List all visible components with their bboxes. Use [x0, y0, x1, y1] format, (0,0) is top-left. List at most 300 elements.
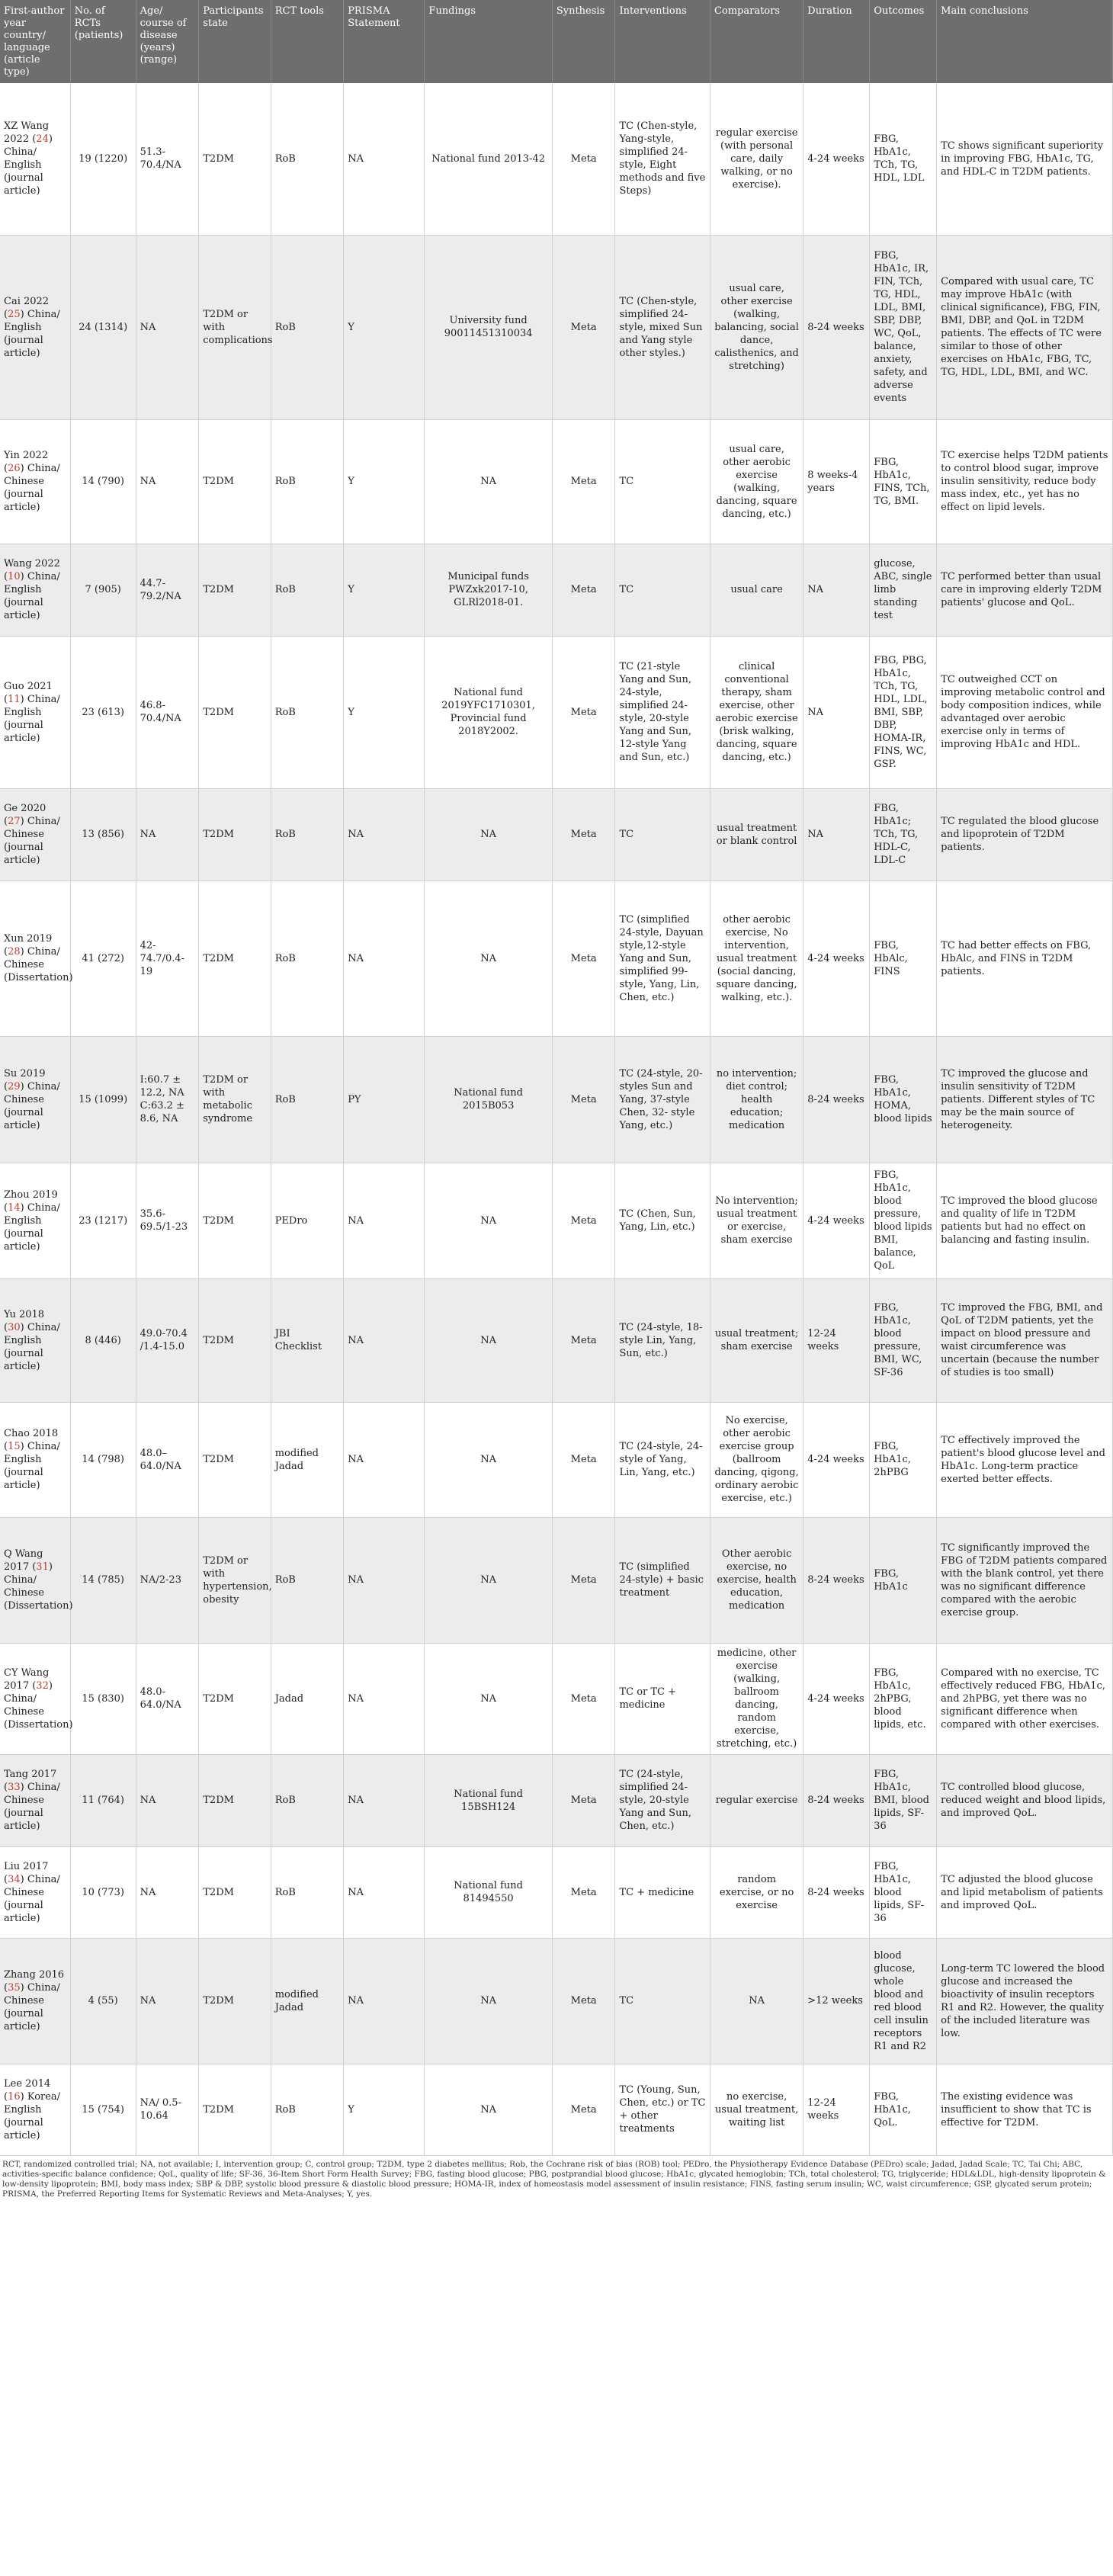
age-cell: NA [136, 419, 199, 544]
participants-cell: T2DM [199, 1643, 271, 1754]
author-text: Q Wang 2017 ( [4, 1548, 43, 1573]
duration-cell: 12-24 weeks [803, 1278, 870, 1402]
prisma-cell: Y [344, 636, 425, 788]
column-header: PRISMA Statement [344, 0, 425, 83]
prisma-cell: NA [344, 1754, 425, 1846]
age-cell: NA [136, 788, 199, 881]
table-row [0, 788, 1113, 881]
rcts-cell: 7 (905) [70, 544, 136, 636]
rct-tool-cell: RoB [271, 881, 344, 1036]
table-row [0, 1938, 1113, 2064]
synthesis-cell: Meta [552, 235, 615, 419]
column-header: Synthesis [552, 0, 615, 83]
author-cell [0, 544, 70, 636]
outcomes-cell: FBG, HbA1c, TCh, TG, HDL, LDL [870, 83, 937, 235]
rct-tool-cell: RoB [271, 235, 344, 419]
rct-tool-cell: RoB [271, 419, 344, 544]
synthesis-cell: Meta [552, 1036, 615, 1163]
rct-tool-cell: RoB [271, 1036, 344, 1163]
participants-cell: T2DM [199, 1278, 271, 1402]
funding-cell: NA [425, 2064, 552, 2155]
author-text: XZ Wang 2022 ( [4, 120, 50, 146]
table-row [0, 1402, 1113, 1517]
synthesis-cell: Meta [552, 1163, 615, 1278]
comparators-cell: clinical conventional therapy, sham exercise, other aerobic exercise (brisk walking, dancing, square dancing, etc.) [710, 636, 803, 788]
prisma-cell: Y [344, 235, 425, 419]
author-details: ) China/ English (journal article) [4, 133, 53, 197]
comparators-cell: usual care, other exercise (walking, balancing, social dance, calisthenics, and stretching) [710, 235, 803, 419]
rct-tool-cell: RoB [271, 2064, 344, 2155]
reference-link[interactable]: 35 [8, 1982, 21, 1994]
age-cell: NA [136, 1754, 199, 1846]
age-cell: NA [136, 1938, 199, 2064]
author-details: ) China/ English (journal article) [4, 1321, 60, 1372]
funding-cell: NA [425, 1163, 552, 1278]
author-text: Guo 2021 ( [4, 680, 53, 705]
comparators-cell: usual treatment or blank control [710, 788, 803, 881]
reference-link[interactable]: 28 [8, 946, 21, 958]
table-row [0, 1036, 1113, 1163]
rcts-cell: 15 (1099) [70, 1036, 136, 1163]
synthesis-cell: Meta [552, 1938, 615, 2064]
funding-cell: National fund 81494550 [425, 1846, 552, 1938]
prisma-cell: NA [344, 83, 425, 235]
prisma-cell: NA [344, 1278, 425, 1402]
funding-cell: NA [425, 881, 552, 1036]
author-details: ) China/ Chinese (Dissertation) [4, 1561, 73, 1612]
rct-tool-cell: modified Jadad [271, 1402, 344, 1517]
author-text: Xun 2019 ( [4, 933, 53, 958]
author-details: ) China/ Chinese (journal article) [4, 816, 60, 866]
prisma-cell: NA [344, 1163, 425, 1278]
rcts-cell: 14 (790) [70, 419, 136, 544]
author-cell [0, 235, 70, 419]
table-row [0, 83, 1113, 235]
author-cell [0, 1517, 73, 1643]
age-cell: NA/2-23 [136, 1517, 199, 1643]
author-cell [0, 881, 73, 1036]
interventions-cell: TC (simplified 24-style, Dayuan style,12-style Yang and Sun, simplified 99-style, Yang, Lin, Chen, etc.) [615, 881, 710, 1036]
author-text: CY Wang 2017 ( [4, 1667, 50, 1692]
rcts-cell: 14 (798) [70, 1402, 136, 1517]
participants-cell: T2DM [199, 788, 271, 881]
comparators-cell: other aerobic exercise, No intervention, usual treatment (social dancing, square dancing, walking, etc.). [710, 881, 803, 1036]
participants-cell: T2DM [199, 2064, 271, 2155]
conclusion-cell: The existing evidence was insufficient to show that TC is effective for T2DM. [937, 2064, 1113, 2155]
author-text: Zhang 2016 ( [4, 1969, 65, 1994]
outcomes-cell: glucose, ABC, single limb standing test [870, 544, 937, 636]
comparators-cell: usual care [710, 544, 803, 636]
funding-cell: National fund 15BSH124 [425, 1754, 552, 1846]
author-details: ) China/ English (journal article) [4, 571, 60, 621]
duration-cell: 4-24 weeks [803, 1643, 870, 1754]
comparators-cell: no exercise, usual treatment, waiting list [710, 2064, 803, 2155]
funding-cell: Municipal funds PWZxk2017-10, GLRl2018-01. [425, 544, 552, 636]
duration-cell: 12-24 weeks [803, 2064, 870, 2155]
rct-tool-cell: modified Jadad [271, 1938, 344, 2064]
reference-link[interactable]: 31 [36, 1561, 49, 1573]
synthesis-cell: Meta [552, 544, 615, 636]
table-row [0, 636, 1113, 788]
age-cell: 46.8-70.4/NA [136, 636, 199, 788]
outcomes-cell: FBG, HbA1c, 2hPBG, blood lipids, etc. [870, 1643, 937, 1754]
author-text: Cai 2022 ( [4, 295, 50, 320]
table-row [0, 881, 1113, 1036]
outcomes-cell: FBG, HbA1c, 2hPBG [870, 1402, 937, 1517]
author-cell [0, 1938, 70, 2064]
funding-cell: NA [425, 1278, 552, 1402]
duration-cell: 8-24 weeks [803, 235, 870, 419]
author-text: Tang 2017 ( [4, 1769, 57, 1793]
author-text: Yu 2018 ( [4, 1308, 45, 1333]
author-details: ) China/ Chinese (journal article) [4, 1080, 60, 1131]
conclusion-cell: TC effectively improved the patient's blood glucose level and HbA1c. Long-term practice exerted better effects. [937, 1402, 1113, 1517]
duration-cell: 4-24 weeks [803, 83, 870, 235]
comparators-cell: regular exercise (with personal care, daily walking, or no exercise). [710, 83, 803, 235]
reference-link[interactable]: 16 [8, 2090, 21, 2103]
author-details: ) China/ Chinese (journal article) [4, 1782, 60, 1832]
author-cell [0, 1036, 70, 1163]
table-row [0, 1517, 1113, 1643]
rct-tool-cell: RoB [271, 1517, 344, 1643]
duration-cell: 8-24 weeks [803, 1846, 870, 1938]
table-row [0, 1643, 1113, 1754]
participants-cell: T2DM [199, 1938, 271, 2064]
rcts-cell: 8 (446) [70, 1278, 136, 1402]
synthesis-cell: Meta [552, 788, 615, 881]
interventions-cell: TC (24-style, simplified 24-style, 20-style Yang and Sun, Chen, etc.) [615, 1754, 710, 1846]
prisma-cell: NA [344, 881, 425, 1036]
author-text: Liu 2017 ( [4, 1860, 49, 1885]
comparators-cell: random exercise, or no exercise [710, 1846, 803, 1938]
duration-cell: 8-24 weeks [803, 1754, 870, 1846]
synthesis-cell: Meta [552, 1278, 615, 1402]
synthesis-cell: Meta [552, 1517, 615, 1643]
funding-cell: NA [425, 1402, 552, 1517]
interventions-cell: TC (24-style, 24-style of Yang, Lin, Yang, etc.) [615, 1402, 710, 1517]
rcts-cell: 15 (754) [70, 2064, 136, 2155]
rct-tool-cell: Jadad [271, 1643, 344, 1754]
interventions-cell: TC or TC + medicine [615, 1643, 710, 1754]
reference-link[interactable]: 11 [8, 693, 21, 705]
age-cell: 51.3-70.4/NA [136, 83, 199, 235]
participants-cell: T2DM [199, 636, 271, 788]
participants-cell: T2DM [199, 1163, 271, 1278]
author-text: Wang 2022 ( [4, 558, 60, 582]
synthesis-cell: Meta [552, 419, 615, 544]
funding-cell: NA [425, 1517, 552, 1643]
rct-tool-cell: RoB [271, 1846, 344, 1938]
author-cell [0, 1846, 70, 1938]
synthesis-cell: Meta [552, 636, 615, 788]
author-details: ) China/ Chinese (journal article) [4, 1982, 60, 2032]
age-cell: 42-74.7/0.4-19 [136, 881, 199, 1036]
funding-cell: National fund 2015B053 [425, 1036, 552, 1163]
table-row [0, 544, 1113, 636]
author-text: Yin 2022 ( [4, 450, 49, 474]
reference-link[interactable]: 33 [8, 1782, 21, 1793]
interventions-cell: TC [615, 1938, 710, 2064]
comparators-cell: NA [710, 1938, 803, 2064]
reference-link[interactable]: 24 [36, 133, 49, 146]
prisma-cell: NA [344, 1402, 425, 1517]
synthesis-cell: Meta [552, 1402, 615, 1517]
synthesis-cell: Meta [552, 1754, 615, 1846]
outcomes-cell: blood glucose, whole blood and red blood cell insulin receptors R1 and R2 [870, 1938, 937, 2064]
synthesis-cell: Meta [552, 1643, 615, 1754]
conclusion-cell: TC had better effects on FBG, HbAlc, and FINS in T2DM patients. [937, 881, 1113, 1036]
rcts-cell: 14 (785) [70, 1517, 136, 1643]
conclusion-cell: TC shows significant superiority in improving FBG, HbA1c, TG, and HDL-C in T2DM patients. [937, 83, 1113, 235]
reference-link[interactable]: 27 [8, 816, 21, 827]
conclusion-cell: TC improved the glucose and insulin sensitivity of T2DM patients. Different styles of TC may be the main source of heterogeneity. [937, 1036, 1113, 1163]
rct-tool-cell: RoB [271, 636, 344, 788]
synthesis-cell: Meta [552, 1846, 615, 1938]
outcomes-cell: FBG, HbA1c; TCh, TG, HDL-C, LDL-C [870, 788, 937, 881]
synthesis-cell: Meta [552, 2064, 615, 2155]
author-text: Chao 2018 ( [4, 1428, 59, 1452]
interventions-cell: TC (Chen, Sun, Yang, Lin, etc.) [615, 1163, 710, 1278]
rcts-cell: 41 (272) [70, 881, 136, 1036]
age-cell: NA [136, 1846, 199, 1938]
conclusion-cell: TC regulated the blood glucose and lipoprotein of T2DM patients. [937, 788, 1113, 881]
age-cell: 48.0-64.0/NA [136, 1643, 199, 1754]
outcomes-cell: FBG, HbA1c, blood pressure, BMI, WC, SF-36 [870, 1278, 937, 1402]
interventions-cell: TC (24-style, 18-style Lin, Yang, Sun, etc.) [615, 1278, 710, 1402]
duration-cell: 4-24 weeks [803, 1163, 870, 1278]
column-header: RCT tools [271, 0, 344, 83]
author-details: ) China/ English (journal article) [4, 1201, 60, 1253]
participants-cell: T2DM [199, 1402, 271, 1517]
participants-cell: T2DM [199, 544, 271, 636]
comparators-cell: usual care, other aerobic exercise (walking, dancing, square dancing, etc.) [710, 419, 803, 544]
outcomes-cell: FBG, HbA1c, BMI, blood lipids, SF-36 [870, 1754, 937, 1846]
outcomes-cell: FBG, HbA1c, QoL. [870, 2064, 937, 2155]
rct-tool-cell: RoB [271, 544, 344, 636]
comparators-cell: Other aerobic exercise, no exercise, health education, medication [710, 1517, 803, 1643]
column-header: Age/ course of disease (years) (range) [136, 0, 199, 83]
reference-link[interactable]: 15 [8, 1441, 21, 1452]
author-details: ) China/ English (journal article) [4, 693, 60, 744]
prisma-cell: NA [344, 788, 425, 881]
column-header: No. of RCTs (patients) [70, 0, 136, 83]
table-row [0, 419, 1113, 544]
interventions-cell: TC (Chen-style, Yang-style, simplified 24-style, Eight methods and five Steps) [615, 83, 710, 235]
outcomes-cell: FBG, HbAlc, FINS [870, 881, 937, 1036]
column-header: Outcomes [870, 0, 937, 83]
column-header: Participants state [199, 0, 271, 83]
rcts-cell: 11 (764) [70, 1754, 136, 1846]
duration-cell: 4-24 weeks [803, 1402, 870, 1517]
funding-cell: NA [425, 1643, 552, 1754]
reference-link[interactable]: 29 [8, 1080, 21, 1092]
conclusion-cell: TC adjusted the blood glucose and lipid metabolism of patients and improved QoL. [937, 1846, 1113, 1938]
author-cell [0, 2064, 70, 2155]
prisma-cell: NA [344, 1938, 425, 2064]
participants-cell: T2DM or with complications [199, 235, 271, 419]
table-footnote: RCT, randomized controlled trial; NA, not available; I, intervention group; C, control group; T2DM, type 2 diabetes mellitus; Rob, the Cochrane risk of bias (ROB) tool; PEDro, the Physiotherapy Evidence Database (PEDro) scale; Jadad, Jadad Scale; TC, Tai Chi; ABC, activities-specific balance confidence; QoL, quality of life; SF-36, 36-Item Short Form Health Survey; FBG, fasting blood glucose; PBG, postprandial blood glucose; HbA1c, glycated hemoglobin; TCh, total cholesterol; TG, triglyceride; HDL&LDL, high-density lipoprotein & low-density lipoprotein; BMI, body mass index; SBP & DBP, systolic blood pressure & diastolic blood pressure; HOMA-IR, index of homeostasis model assessment of insulin resistance; FINS, fasting serum insulin; WC, waist circumference; GSP, glycated serum protein; PRISMA, the Preferred Reporting Items for Systematic Reviews and Meta-Analyses; Y, yes. [2, 2159, 1106, 2199]
participants-cell: T2DM [199, 83, 271, 235]
author-details: ) China/ Chinese (Dissertation) [4, 946, 73, 983]
table-row [0, 2064, 1113, 2155]
conclusion-cell: TC outweighed CCT on improving metabolic control and body composition indices, while advantaged over aerobic exercise only in terms of improving HbA1c and HDL. [937, 636, 1113, 788]
conclusion-cell: Compared with usual care, TC may improve HbA1c (with clinical significance), FBG, FIN, BMI, DBP, and QoL in T2DM patients. The effects of TC were similar to those of other exercises on HbA1c, FBG, TC, TG, HDL, LDL, BMI, and WC. [937, 235, 1113, 419]
age-cell: NA/ 0.5-10.64 [136, 2064, 199, 2155]
author-cell [0, 1402, 70, 1517]
column-header: Duration [803, 0, 870, 83]
duration-cell: 8 weeks-4 years [803, 419, 870, 544]
rct-tool-cell: JBI Checklist [271, 1278, 344, 1402]
author-cell [0, 788, 70, 881]
rcts-cell: 13 (856) [70, 788, 136, 881]
table-row [0, 1846, 1113, 1938]
prisma-cell: NA [344, 1517, 425, 1643]
participants-cell: T2DM or with hypertension, obesity [199, 1517, 271, 1643]
participants-cell: T2DM [199, 881, 271, 1036]
column-header: Fundings [425, 0, 552, 83]
rcts-cell: 24 (1314) [70, 235, 136, 419]
outcomes-cell: FBG, HbA1c [870, 1517, 937, 1643]
age-cell: 49.0-70.4 /1.4-15.0 [136, 1278, 199, 1402]
column-header: Comparators [710, 0, 803, 83]
outcomes-cell: FBG, HbA1c, blood pressure, blood lipids BMI, balance, QoL [870, 1163, 937, 1278]
funding-cell: NA [425, 1938, 552, 2064]
rcts-cell: 4 (55) [70, 1938, 136, 2064]
duration-cell: NA [803, 636, 870, 788]
column-header: First-author year country/ language (article type) [0, 0, 70, 83]
interventions-cell: TC [615, 788, 710, 881]
interventions-cell: TC (24-style, 20-styles Sun and Yang, 37-style Chen, 32- style Yang, etc.) [615, 1036, 710, 1163]
age-cell: 44.7-79.2/NA [136, 544, 199, 636]
author-cell [0, 83, 70, 235]
reference-link[interactable]: 25 [8, 308, 21, 320]
outcomes-cell: FBG, HbA1c, HOMA, blood lipids [870, 1036, 937, 1163]
reference-link[interactable]: 34 [8, 1873, 21, 1885]
author-cell [0, 1643, 73, 1754]
rcts-cell: 10 (773) [70, 1846, 136, 1938]
duration-cell: 4-24 weeks [803, 881, 870, 1036]
funding-cell: National fund 2013-42 [425, 83, 552, 235]
comparators-cell: regular exercise [710, 1754, 803, 1846]
column-header: Interventions [615, 0, 710, 83]
author-cell [0, 1163, 70, 1278]
duration-cell: NA [803, 544, 870, 636]
reference-link[interactable]: 30 [8, 1321, 21, 1333]
conclusion-cell: TC improved the blood glucose and quality of life in T2DM patients but had no effect on balancing and fasting insulin. [937, 1163, 1113, 1278]
table-body [0, 83, 1113, 2155]
conclusion-cell: TC controlled blood glucose, reduced weight and blood lipids, and improved QoL. [937, 1754, 1113, 1846]
author-text: Ge 2020 ( [4, 803, 47, 827]
duration-cell: 8-24 weeks [803, 1036, 870, 1163]
funding-cell: National fund 2019YFC1710301, Provincial fund 2018Y2002. [425, 636, 552, 788]
duration-cell: >12 weeks [803, 1938, 870, 2064]
synthesis-cell: Meta [552, 881, 615, 1036]
duration-cell: 8-24 weeks [803, 1517, 870, 1643]
author-details: ) China/ Chinese (Dissertation) [4, 1679, 73, 1731]
interventions-cell: TC + medicine [615, 1846, 710, 1938]
author-details: ) China/ Chinese (journal article) [4, 463, 60, 513]
prisma-cell: Y [344, 2064, 425, 2155]
table-row [0, 1754, 1113, 1846]
comparators-cell: No intervention; usual treatment or exercise, sham exercise [710, 1163, 803, 1278]
author-text: Zhou 2019 ( [4, 1189, 58, 1214]
author-details: ) China/ English (journal article) [4, 1441, 60, 1491]
age-cell: NA [136, 235, 199, 419]
comparators-cell: no intervention; diet control; health education; medication [710, 1036, 803, 1163]
author-cell [0, 636, 70, 788]
reference-link[interactable]: 26 [8, 463, 21, 474]
conclusion-cell: TC exercise helps T2DM patients to control blood sugar, improve insulin sensitivity, reduce body mass index, etc., yet has no effect on lipid levels. [937, 419, 1113, 544]
reference-link[interactable]: 32 [36, 1679, 49, 1692]
author-details: ) Korea/ English (journal article) [4, 2090, 61, 2141]
interventions-cell: TC (21-style Yang and Sun, 24-style, simplified 24-style, 20-style Yang and Sun, 12-style Yang and Sun, etc.) [615, 636, 710, 788]
funding-cell: NA [425, 419, 552, 544]
conclusion-cell: Compared with no exercise, TC effectively reduced FBG, HbA1c, and 2hPBG, yet there was no significant difference when compared with other exercises. [937, 1643, 1113, 1754]
prisma-cell: Y [344, 544, 425, 636]
participants-cell: T2DM [199, 1754, 271, 1846]
interventions-cell: TC [615, 419, 710, 544]
rcts-cell: 23 (1217) [70, 1163, 136, 1278]
conclusion-cell: TC significantly improved the FBG of T2DM patients compared with the blank control, yet there was no significant difference compared with the aerobic exercise group. [937, 1517, 1113, 1643]
rcts-cell: 23 (613) [70, 636, 136, 788]
interventions-cell: TC (simplified 24-style) + basic treatment [615, 1517, 710, 1643]
age-cell: 48.0–64.0/NA [136, 1402, 199, 1517]
reference-link[interactable]: 14 [8, 1201, 21, 1214]
participants-cell: T2DM or with metabolic syndrome [199, 1036, 271, 1163]
comparators-cell: No exercise, other aerobic exercise group (ballroom dancing, qigong, ordinary aerobic exercise, etc.) [710, 1402, 803, 1517]
outcomes-cell: FBG, HbA1c, FINS, TCh, TG, BMI. [870, 419, 937, 544]
table-row [0, 235, 1113, 419]
outcomes-cell: FBG, HbA1c, IR, FIN, TCh, TG, HDL, LDL, BMI, SBP, DBP, WC, QoL, balance, anxiety, safety, and adverse events [870, 235, 937, 419]
age-cell: I:60.7 ± 12.2, NA C:63.2 ± 8.6, NA [136, 1036, 199, 1163]
prisma-cell: PY [344, 1036, 425, 1163]
table-row [0, 1163, 1113, 1278]
column-header: Main conclusions [937, 0, 1113, 83]
prisma-cell: NA [344, 1846, 425, 1938]
rct-tool-cell: PEDro [271, 1163, 344, 1278]
duration-cell: NA [803, 788, 870, 881]
rcts-cell: 19 (1220) [70, 83, 136, 235]
comparators-cell: usual treatment; sham exercise [710, 1278, 803, 1402]
age-cell: 35.6-69.5/1-23 [136, 1163, 199, 1278]
participants-cell: T2DM [199, 419, 271, 544]
outcomes-cell: FBG, PBG, HbA1c, TCh, TG, HDL, LDL, BMI, SBP, DBP, HOMA-IR, FINS, WC, GSP. [870, 636, 937, 788]
outcomes-cell: FBG, HbA1c, blood lipids, SF-36 [870, 1846, 937, 1938]
funding-cell: NA [425, 788, 552, 881]
reference-link[interactable]: 10 [8, 571, 21, 582]
conclusion-cell: TC improved the FBG, BMI, and QoL of T2DM patients, yet the impact on blood pressure and waist circumference was uncertain (because the number of studies is too small) [937, 1278, 1113, 1402]
author-cell [0, 1754, 70, 1846]
synthesis-cell: Meta [552, 83, 615, 235]
author-text: Lee 2014 ( [4, 2077, 51, 2103]
table-row [0, 1278, 1113, 1402]
conclusion-cell: TC performed better than usual care in improving elderly T2DM patients' glucose and QoL. [937, 544, 1113, 636]
prisma-cell: Y [344, 419, 425, 544]
interventions-cell: TC (Chen-style, simplified 24-style, mixed Sun and Yang style other styles.) [615, 235, 710, 419]
rcts-cell: 15 (830) [70, 1643, 136, 1754]
funding-cell: University fund 90011451310034 [425, 235, 552, 419]
interventions-cell: TC (Young, Sun, Chen, etc.) or TC + other treatments [615, 2064, 710, 2155]
participants-cell: T2DM [199, 1846, 271, 1938]
author-cell [0, 1278, 70, 1402]
conclusion-cell: Long-term TC lowered the blood glucose and increased the bioactivity of insulin receptors R1 and R2. However, the quality of the included literature was low. [937, 1938, 1113, 2064]
author-text: Su 2019 ( [4, 1067, 46, 1092]
author-details: ) China/ English (journal article) [4, 308, 60, 359]
table-header-row [0, 0, 1113, 83]
rct-tool-cell: RoB [271, 83, 344, 235]
prisma-cell: NA [344, 1643, 425, 1754]
interventions-cell: TC [615, 544, 710, 636]
